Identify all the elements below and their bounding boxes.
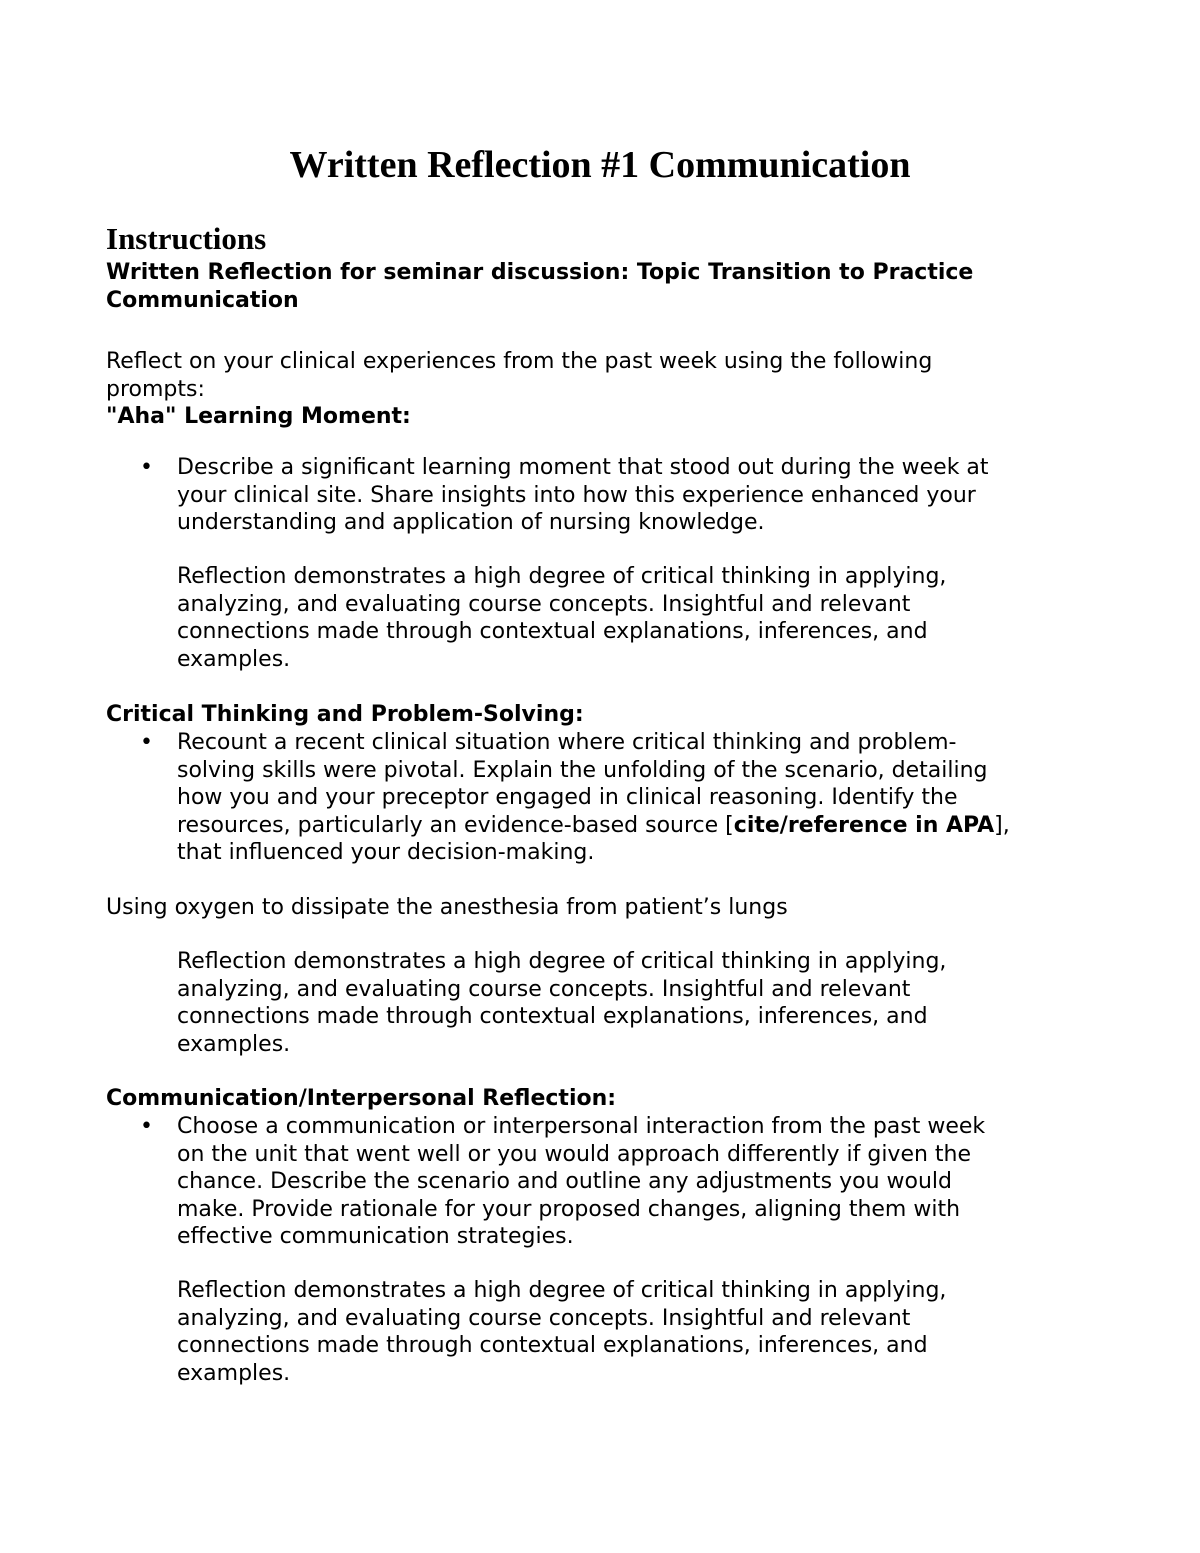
section3-bullet-text <box>177 1113 1137 1251</box>
bullet-icon: • <box>140 1114 153 1139</box>
document-title: Written Reflection #1 Communication <box>289 144 911 186</box>
rubric-line: analyzing, and evaluating course concepts. Insightful and relevant <box>177 591 911 617</box>
rubric-line: connections made through contextual explanations, inferences, and <box>177 1004 928 1030</box>
intro-line: prompts: <box>106 376 205 402</box>
rubric-line: Reflection demonstrates a high degree of critical thinking in applying, <box>177 564 947 589</box>
rubric-line: analyzing, and evaluating course concepts. Insightful and relevant <box>177 1305 911 1331</box>
bullet-icon: • <box>140 730 153 755</box>
rubric-line: examples. <box>177 646 291 672</box>
section3-bullet <box>106 1113 1106 1253</box>
rubric-line: Reflection demonstrates a high degree of critical thinking in applying, <box>177 949 947 974</box>
bullet-line: your clinical site. Share insights into how this experience enhanced your <box>177 482 976 508</box>
bullet-line-text: ], <box>994 812 1010 838</box>
apa-citation-note: cite/reference in APA <box>733 812 995 838</box>
rubric-line: examples. <box>177 1031 291 1057</box>
intro-paragraph <box>106 348 1106 431</box>
intro-line: Reflect on your clinical experiences from the past week using the following <box>106 349 933 374</box>
rubric-line: examples. <box>177 1360 291 1386</box>
subheading-line: Written Reflection for seminar discussion: Topic Transition to Practice <box>106 260 974 285</box>
rubric-line: Reflection demonstrates a high degree of critical thinking in applying, <box>177 1278 947 1303</box>
section1-bullet <box>106 454 1106 538</box>
bullet-line: solving skills were pivotal. Explain the unfolding of the scenario, detailing <box>177 757 988 783</box>
subheading <box>106 259 1106 314</box>
section1-bullet-text <box>177 454 1137 537</box>
section2-bullet <box>106 729 1106 869</box>
bullet-line: chance. Describe the scenario and outline any adjustments you would <box>177 1169 953 1195</box>
bullet-line: effective communication strategies. <box>177 1224 574 1250</box>
section2-rubric <box>177 948 1077 1058</box>
bullet-line: make. Provide rationale for your proposed changes, aligning them with <box>177 1196 961 1222</box>
rubric-line: connections made through contextual explanations, inferences, and <box>177 619 928 645</box>
rubric-line: analyzing, and evaluating course concepts. Insightful and relevant <box>177 976 911 1002</box>
bullet-line: how you and your preceptor engaged in clinical reasoning. Identify the <box>177 785 958 811</box>
bullet-line: Describe a significant learning moment that stood out during the week at <box>177 455 989 480</box>
section1-heading: "Aha" Learning Moment: <box>106 404 411 430</box>
bullet-line: on the unit that went well or you would approach differently if given the <box>177 1141 972 1167</box>
bullet-line: understanding and application of nursing knowledge. <box>177 510 765 536</box>
bullet-line-text: resources, particularly an evidence-based source [ <box>177 812 734 838</box>
instructions-heading: Instructions <box>106 221 267 256</box>
bullet-line: Choose a communication or interpersonal interaction from the past week <box>177 1114 986 1139</box>
section3-rubric <box>177 1277 1077 1387</box>
section2-answer: Using oxygen to dissipate the anesthesia from patient’s lungs <box>106 895 788 920</box>
bullet-icon: • <box>140 455 153 480</box>
subheading-line: Communication <box>106 287 299 313</box>
bullet-line <box>177 812 1137 840</box>
section2-bullet-text <box>177 729 1137 867</box>
section2-heading: Critical Thinking and Problem-Solving: <box>106 702 584 727</box>
section1-rubric <box>177 563 1077 673</box>
rubric-line: connections made through contextual explanations, inferences, and <box>177 1333 928 1359</box>
section3-heading: Communication/Interpersonal Reflection: <box>106 1086 617 1111</box>
bullet-line: that influenced your decision-making. <box>177 840 595 866</box>
bullet-line: Recount a recent clinical situation where critical thinking and problem- <box>177 730 957 755</box>
